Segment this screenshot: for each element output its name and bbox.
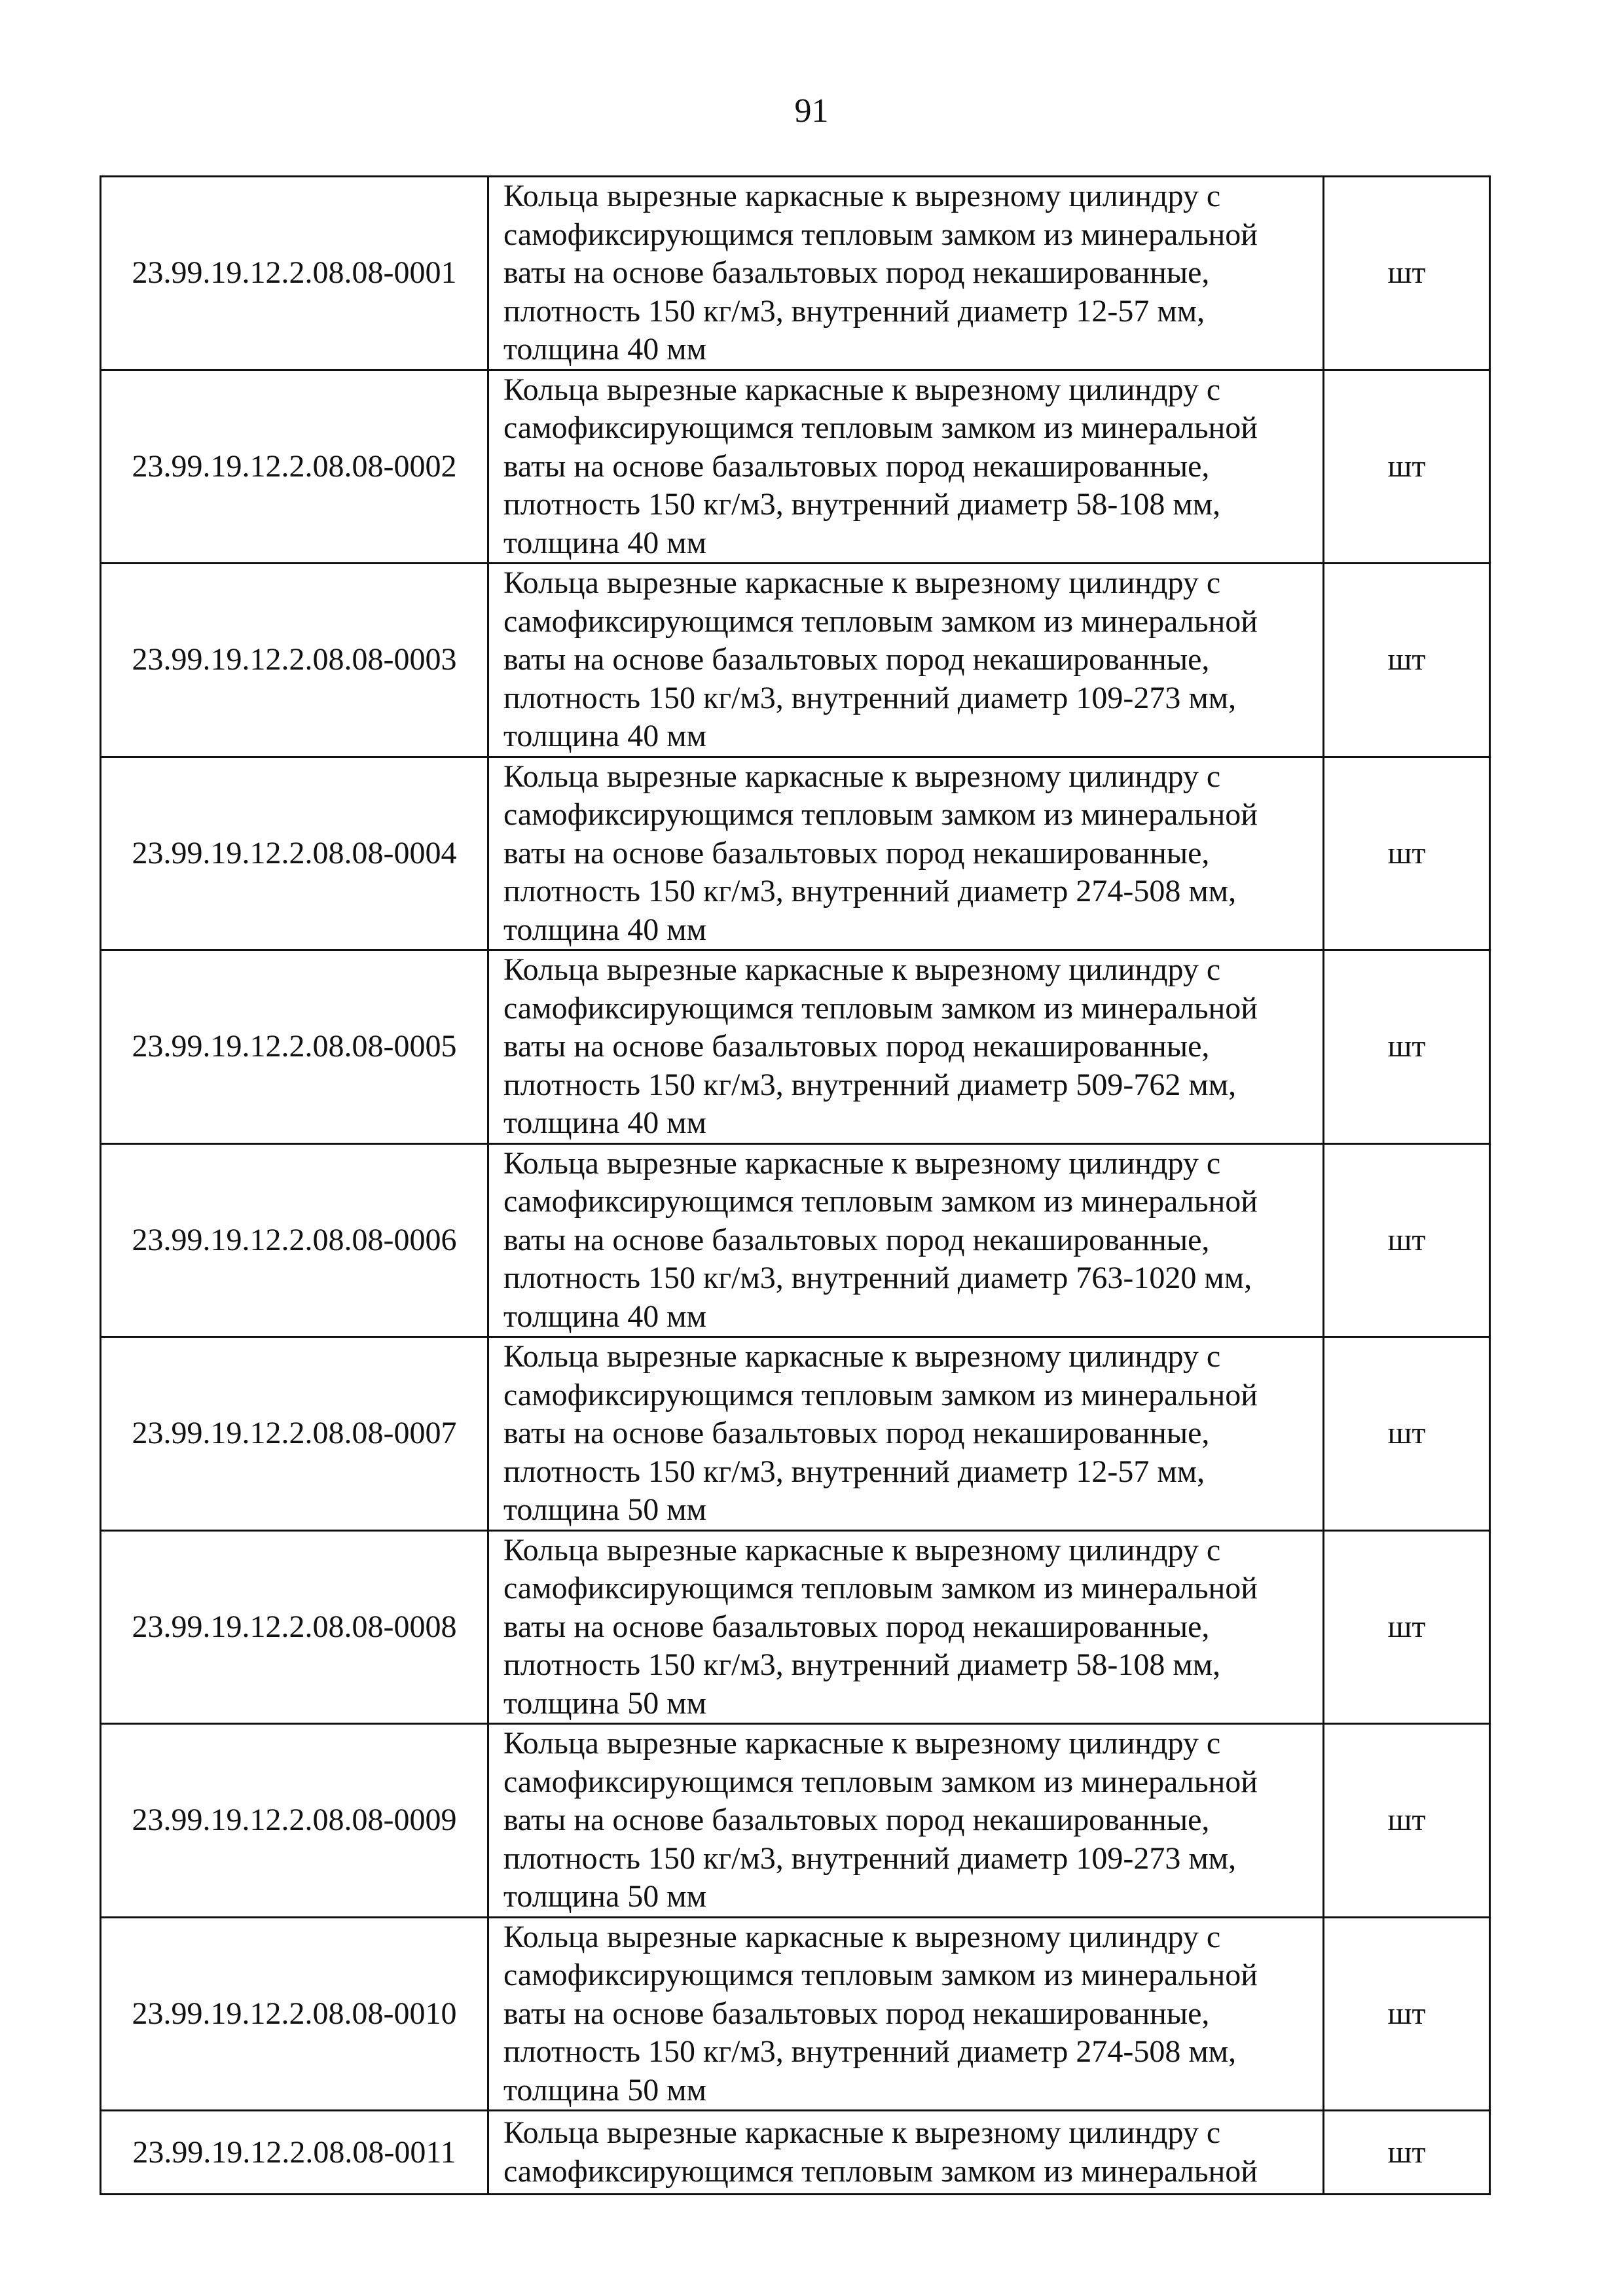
table-row	[101, 1530, 1490, 1724]
resource-code: 23.99.19.12.2.08.08-0005	[101, 950, 488, 1144]
unit-of-measure: шт	[1324, 564, 1490, 757]
table-row	[101, 1143, 1490, 1337]
resource-code: 23.99.19.12.2.08.08-0008	[101, 1530, 488, 1724]
table-row	[101, 757, 1490, 950]
resource-description: Кольца вырезные каркасные к вырезному цилиндру с самофиксирующимся тепловым замком из минеральной ваты на основе базальтовых пород некашированные, плотность 150 кг/м3, внутренний диаметр 12-57 мм, толщина 40 мм	[488, 177, 1324, 370]
unit-of-measure: шт	[1324, 370, 1490, 564]
resource-code: 23.99.19.12.2.08.08-0010	[101, 1917, 488, 2111]
unit-of-measure: шт	[1324, 177, 1490, 370]
resource-table	[100, 175, 1491, 2195]
resource-code: 23.99.19.12.2.08.08-0004	[101, 757, 488, 950]
resource-description: Кольца вырезные каркасные к вырезному цилиндру с самофиксирующимся тепловым замком из минеральной ваты на основе базальтовых пород некашированные, плотность 150 кг/м3, внутренний диаметр 58-108 мм, толщина 40 мм	[488, 370, 1324, 564]
table-row	[101, 370, 1490, 564]
resource-description: Кольца вырезные каркасные к вырезному цилиндру с самофиксирующимся тепловым замком из минеральной ваты на основе базальтовых пород некашированные, плотность 150 кг/м3, внутренний диаметр 109-273 мм, толщина 40 мм	[488, 564, 1324, 757]
unit-of-measure: шт	[1324, 1724, 1490, 1918]
resource-code: 23.99.19.12.2.08.08-0009	[101, 1724, 488, 1918]
resource-code: 23.99.19.12.2.08.08-0011	[101, 2111, 488, 2195]
resource-description: Кольца вырезные каркасные к вырезному цилиндру с самофиксирующимся тепловым замком из минеральной ваты на основе базальтовых пород некашированные, плотность 150 кг/м3, внутренний диаметр 274-508 мм, толщина 50 мм	[488, 1917, 1324, 2111]
unit-of-measure: шт	[1324, 1530, 1490, 1724]
table-row	[101, 1337, 1490, 1531]
resource-description: Кольца вырезные каркасные к вырезному цилиндру с самофиксирующимся тепловым замком из минеральной ваты на основе базальтовых пород некашированные, плотность 150 кг/м3, внутренний диаметр 509-762 мм, толщина 40 мм	[488, 950, 1324, 1144]
unit-of-measure: шт	[1324, 950, 1490, 1144]
table-row	[101, 177, 1490, 370]
resource-description: Кольца вырезные каркасные к вырезному цилиндру с самофиксирующимся тепловым замком из минеральной	[488, 2111, 1324, 2195]
unit-of-measure: шт	[1324, 757, 1490, 950]
resource-description: Кольца вырезные каркасные к вырезному цилиндру с самофиксирующимся тепловым замком из минеральной ваты на основе базальтовых пород некашированные, плотность 150 кг/м3, внутренний диаметр 763-1020 мм, толщина 40 мм	[488, 1143, 1324, 1337]
resource-description: Кольца вырезные каркасные к вырезному цилиндру с самофиксирующимся тепловым замком из минеральной ваты на основе базальтовых пород некашированные, плотность 150 кг/м3, внутренний диаметр 109-273 мм, толщина 50 мм	[488, 1724, 1324, 1918]
resource-code: 23.99.19.12.2.08.08-0003	[101, 564, 488, 757]
page-number: 91	[794, 92, 829, 130]
table-row	[101, 1724, 1490, 1918]
unit-of-measure: шт	[1324, 2111, 1490, 2195]
table-row	[101, 1917, 1490, 2111]
resource-description: Кольца вырезные каркасные к вырезному цилиндру с самофиксирующимся тепловым замком из минеральной ваты на основе базальтовых пород некашированные, плотность 150 кг/м3, внутренний диаметр 274-508 мм, толщина 40 мм	[488, 757, 1324, 950]
unit-of-measure: шт	[1324, 1143, 1490, 1337]
resource-description: Кольца вырезные каркасные к вырезному цилиндру с самофиксирующимся тепловым замком из минеральной ваты на основе базальтовых пород некашированные, плотность 150 кг/м3, внутренний диаметр 12-57 мм, толщина 50 мм	[488, 1337, 1324, 1531]
resource-code: 23.99.19.12.2.08.08-0006	[101, 1143, 488, 1337]
table-row	[101, 950, 1490, 1144]
resource-code: 23.99.19.12.2.08.08-0002	[101, 370, 488, 564]
table-row	[101, 2111, 1490, 2195]
unit-of-measure: шт	[1324, 1917, 1490, 2111]
table-row	[101, 564, 1490, 757]
resource-code: 23.99.19.12.2.08.08-0001	[101, 177, 488, 370]
resource-code: 23.99.19.12.2.08.08-0007	[101, 1337, 488, 1531]
resource-description: Кольца вырезные каркасные к вырезному цилиндру с самофиксирующимся тепловым замком из минеральной ваты на основе базальтовых пород некашированные, плотность 150 кг/м3, внутренний диаметр 58-108 мм, толщина 50 мм	[488, 1530, 1324, 1724]
unit-of-measure: шт	[1324, 1337, 1490, 1531]
